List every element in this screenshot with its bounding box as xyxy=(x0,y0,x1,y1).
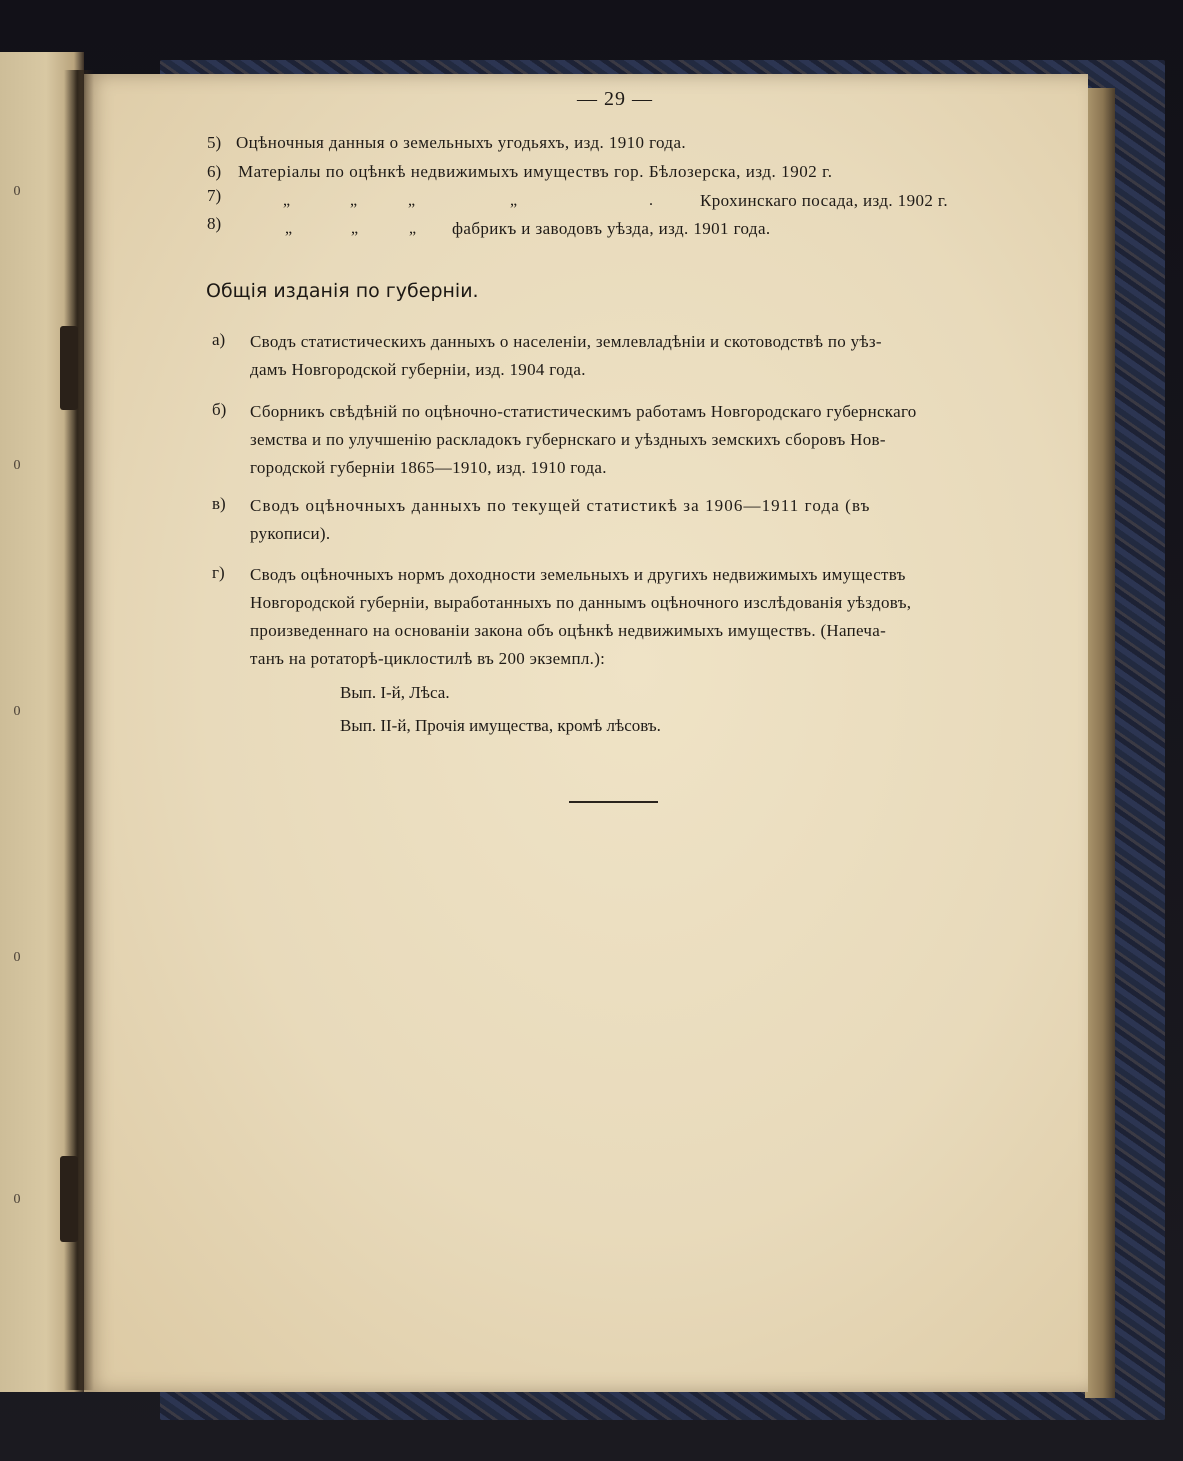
closing-rule xyxy=(569,801,658,803)
text-line: Сводъ оцѣночныхъ нормъ доходности земельныхъ и другихъ недвижимыхъ имуществъ xyxy=(250,565,906,584)
section-item-text xyxy=(250,398,1070,482)
text-line: Сводъ оцѣночныхъ данныхъ по текущей статистикѣ за 1906—1911 года (въ xyxy=(250,496,871,515)
section-item-label: а) xyxy=(212,330,226,349)
ditto-mark: „ xyxy=(350,192,358,209)
text-line: земства и по улучшенію раскладокъ губернскаго и уѣздныхъ земскихъ сборовъ Нов- xyxy=(250,430,886,449)
ditto-mark: „ xyxy=(408,192,416,209)
section-item-label: б) xyxy=(212,400,227,419)
list-item-number: 5) xyxy=(207,133,222,152)
ditto-mark: „ xyxy=(409,220,417,237)
text-line: рукописи). xyxy=(250,524,331,543)
list-item-number: 8) xyxy=(207,214,222,233)
list-item-text: фабрикъ и заводовъ уѣзда, изд. 1901 года. xyxy=(452,219,771,238)
page-number: — 29 — xyxy=(577,88,653,110)
left-margin-mark: 0 xyxy=(13,184,21,199)
binding-stitch xyxy=(60,1156,78,1242)
section-item-label: г) xyxy=(212,563,225,582)
left-margin-mark: 0 xyxy=(13,458,21,473)
left-margin-mark: 0 xyxy=(13,704,21,719)
ditto-mark: „ xyxy=(351,220,359,237)
text-line: Новгородской губерніи, выработанныхъ по даннымъ оцѣночного изслѣдованія уѣздовъ, xyxy=(250,593,912,612)
text-line: Сборникъ свѣдѣній по оцѣночно-статистическимъ работамъ Новгородскаго губернскаго xyxy=(250,402,917,421)
issue-line: Вып. II-й, Прочія имущества, кромѣ лѣсовъ. xyxy=(340,716,661,735)
section-item-text xyxy=(250,492,1070,548)
left-margin-mark: 0 xyxy=(13,950,21,965)
ditto-mark: „ xyxy=(283,192,291,209)
text-line: городской губерніи 1865—1910, изд. 1910 года. xyxy=(250,458,607,477)
text-line: Сводъ статистическихъ данныхъ о населеніи, землевладѣніи и скотоводствѣ по уѣз- xyxy=(250,332,882,351)
text-line: дамъ Новгородской губерніи, изд. 1904 года. xyxy=(250,360,586,379)
ditto-mark: „ xyxy=(510,192,518,209)
ditto-mark: . xyxy=(649,192,653,209)
list-item-number: 7) xyxy=(207,186,222,205)
section-item-label: в) xyxy=(212,494,226,513)
list-item-text: Крохинскаго посада, изд. 1902 г. xyxy=(700,191,949,210)
list-item-text: Матеріалы по оцѣнкѣ недвижимыхъ имуществъ гор. Бѣлозерска, изд. 1902 г. xyxy=(238,162,833,181)
list-item-text: Оцѣночныя данныя о земельныхъ угодьяхъ, изд. 1910 года. xyxy=(236,133,687,152)
list-item-number: 6) xyxy=(207,162,222,181)
text-line: произведеннаго на основаніи закона объ оцѣнкѣ недвижимыхъ имуществъ. (Напеча- xyxy=(250,621,887,640)
binding-stitch xyxy=(60,326,78,410)
section-heading: Общія изданія по губерніи. xyxy=(206,280,479,302)
page-block-edge xyxy=(1085,88,1115,1398)
section-item-text xyxy=(250,561,1070,673)
section-item-text xyxy=(250,328,1070,384)
issue-line: Вып. I-й, Лѣса. xyxy=(340,683,450,702)
left-margin-mark: 0 xyxy=(13,1192,21,1207)
ditto-mark: „ xyxy=(285,220,293,237)
text-line: танъ на ротаторѣ-циклостилѣ въ 200 экземпл.): xyxy=(250,649,606,668)
